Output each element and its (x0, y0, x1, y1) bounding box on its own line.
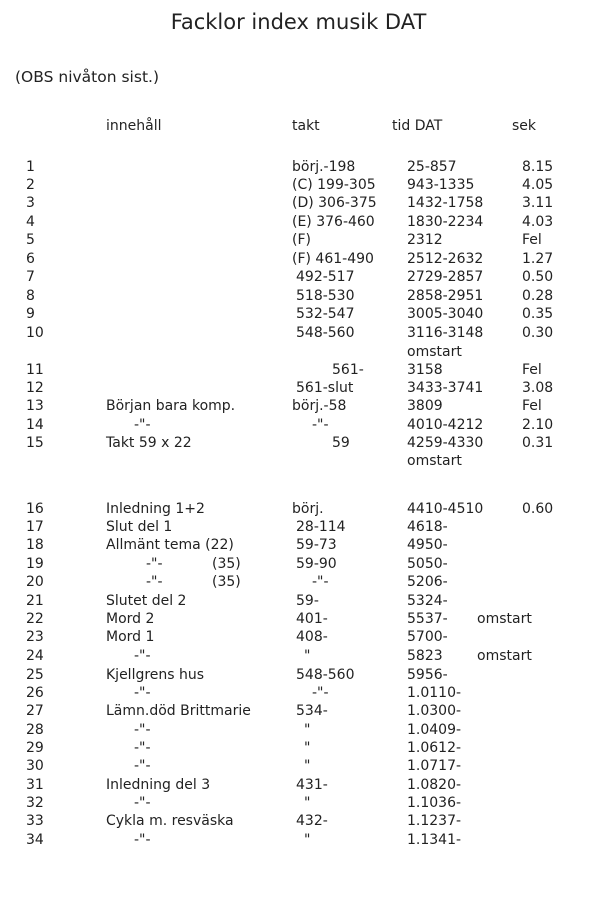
row-number: 12 (26, 380, 44, 396)
row-number: 25 (26, 667, 44, 683)
row-number: 32 (26, 795, 44, 811)
page-title: Facklor index musik DAT (170, 10, 427, 34)
row-content: -"- (134, 722, 151, 738)
row-number: 3 (26, 195, 35, 211)
row-takt: " (304, 795, 311, 811)
row-takt: 518-530 (296, 288, 355, 304)
row-takt: 408- (296, 629, 328, 645)
row-number: 30 (26, 758, 44, 774)
row-tid-dat: 1.1341- (407, 832, 462, 848)
row-tid-dat: omstart (407, 453, 462, 469)
row-takt: (F) 461-490 (292, 251, 374, 267)
row-content: Takt 59 x 22 (106, 435, 192, 451)
row-sek: 4.05 (522, 177, 554, 193)
row-number: 11 (26, 362, 44, 378)
row-content: Början bara komp. (106, 398, 236, 414)
row-content: -"- (134, 648, 151, 664)
row-sek: Fel (522, 232, 542, 248)
row-content: Slut del 1 (106, 519, 173, 535)
row-content: Mord 2 (106, 611, 155, 627)
row-number: 31 (26, 777, 44, 793)
row-takt: -"- (312, 685, 329, 701)
row-takt: 431- (296, 777, 328, 793)
row-number: 33 (26, 813, 44, 829)
row-takt: 561-slut (296, 380, 354, 396)
row-tid-dat: 1.0300- (407, 703, 462, 719)
header-content: innehåll (106, 118, 162, 134)
row-sek: 1.27 (522, 251, 554, 267)
row-number: 13 (26, 398, 44, 414)
row-tid-dat: 4259-4330 (407, 435, 484, 451)
row-takt: 548-560 (296, 667, 355, 683)
row-tid-dat: 1.0110- (407, 685, 462, 701)
row-sek: 0.30 (522, 325, 554, 341)
row-content: Slutet del 2 (106, 593, 187, 609)
row-number: 1 (26, 159, 35, 175)
row-number: 27 (26, 703, 44, 719)
header-sek: sek (512, 118, 537, 134)
row-sek: 8.15 (522, 159, 554, 175)
row-tid-dat: 25-857 (407, 159, 457, 175)
row-tid-dat: 1830-2234 (407, 214, 484, 230)
row-sek: 0.50 (522, 269, 554, 285)
row-tid-dat: 2312 (407, 232, 443, 248)
row-tid-dat: 5050- (407, 556, 448, 572)
row-tid-dat: 1.1036- (407, 795, 462, 811)
row-tid-dat: 3005-3040 (407, 306, 484, 322)
row-takt: 534- (296, 703, 328, 719)
row-number: 8 (26, 288, 35, 304)
row-content: Cykla m. resväska (106, 813, 234, 829)
row-tid-dat: 4410-4510 (407, 501, 484, 517)
row-takt: " (304, 722, 311, 738)
row-number: 9 (26, 306, 35, 322)
row-sek: 0.28 (522, 288, 554, 304)
row-takt: 59 (332, 435, 350, 451)
row-tid-dat: 4010-4212 (407, 417, 484, 433)
row-number: 5 (26, 232, 35, 248)
row-sek: Fel (522, 362, 542, 378)
row-takt: -"- (312, 574, 329, 590)
row-content: -"- (134, 832, 151, 848)
row-takt: börj.-58 (292, 398, 347, 414)
row-takt: 532-547 (296, 306, 355, 322)
row-tid-dat: 5537- (407, 611, 448, 627)
row-content-extra: (35) (212, 556, 241, 572)
row-tid-dat: 4618- (407, 519, 448, 535)
row-tid-dat: 5956- (407, 667, 448, 683)
row-takt: " (304, 758, 311, 774)
row-takt: (E) 376-460 (292, 214, 375, 230)
row-number: 29 (26, 740, 44, 756)
row-tid-dat: 5823 (407, 648, 443, 664)
row-takt: börj. (292, 501, 324, 517)
row-tid-dat: 5206- (407, 574, 448, 590)
row-content: Inledning 1+2 (106, 501, 205, 517)
row-number: 18 (26, 537, 44, 553)
row-number: 7 (26, 269, 35, 285)
row-sek: 3.11 (522, 195, 554, 211)
row-tid-dat: 1.0717- (407, 758, 462, 774)
row-content: -"- (134, 740, 151, 756)
row-tid-dat: 1432-1758 (407, 195, 484, 211)
row-number: 15 (26, 435, 44, 451)
row-tid-dat: 2858-2951 (407, 288, 484, 304)
row-sek: omstart (477, 611, 532, 627)
row-number: 22 (26, 611, 44, 627)
row-sek: Fel (522, 398, 542, 414)
row-content: -"- (146, 574, 163, 590)
row-content: Allmänt tema (22) (106, 537, 234, 553)
row-takt: börj.-198 (292, 159, 356, 175)
row-tid-dat: 943-1335 (407, 177, 475, 193)
row-takt: 401- (296, 611, 328, 627)
row-number: 10 (26, 325, 44, 341)
row-content: Inledning del 3 (106, 777, 211, 793)
row-takt: 492-517 (296, 269, 355, 285)
row-number: 2 (26, 177, 35, 193)
row-sek: 0.35 (522, 306, 554, 322)
row-content: Kjellgrens hus (106, 667, 205, 683)
row-number: 4 (26, 214, 35, 230)
row-tid-dat: 3809 (407, 398, 443, 414)
row-takt: 432- (296, 813, 328, 829)
row-sek: 3.08 (522, 380, 554, 396)
row-number: 23 (26, 629, 44, 645)
row-takt: (D) 306-375 (292, 195, 377, 211)
row-content: -"- (134, 685, 151, 701)
row-tid-dat: omstart (407, 344, 462, 360)
row-number: 19 (26, 556, 44, 572)
row-tid-dat: 3158 (407, 362, 443, 378)
row-number: 6 (26, 251, 35, 267)
row-tid-dat: 1.0612- (407, 740, 462, 756)
row-takt: 28-114 (296, 519, 346, 535)
row-tid-dat: 5324- (407, 593, 448, 609)
row-tid-dat: 1.1237- (407, 813, 462, 829)
row-sek: 0.31 (522, 435, 554, 451)
row-tid-dat: 2729-2857 (407, 269, 484, 285)
row-tid-dat: 5700- (407, 629, 448, 645)
row-number: 17 (26, 519, 44, 535)
row-number: 20 (26, 574, 44, 590)
row-sek: 2.10 (522, 417, 554, 433)
row-number: 16 (26, 501, 44, 517)
row-sek: 0.60 (522, 501, 554, 517)
row-tid-dat: 1.0820- (407, 777, 462, 793)
row-sek: 4.03 (522, 214, 554, 230)
row-takt: 59-90 (296, 556, 337, 572)
row-sek: omstart (477, 648, 532, 664)
row-takt: " (304, 832, 311, 848)
row-takt: " (304, 648, 311, 664)
row-number: 26 (26, 685, 44, 701)
row-content: Mord 1 (106, 629, 155, 645)
row-takt: 561- (332, 362, 364, 378)
row-tid-dat: 3116-3148 (407, 325, 484, 341)
row-content: Lämn.död Brittmarie (106, 703, 251, 719)
row-content: -"- (146, 556, 163, 572)
row-tid-dat: 4950- (407, 537, 448, 553)
row-number: 34 (26, 832, 44, 848)
row-content: -"- (134, 417, 151, 433)
row-takt: (C) 199-305 (292, 177, 376, 193)
row-tid-dat: 1.0409- (407, 722, 462, 738)
row-takt: -"- (312, 417, 329, 433)
row-takt: 59- (296, 593, 319, 609)
row-content: -"- (134, 795, 151, 811)
row-number: 24 (26, 648, 44, 664)
row-takt: 59-73 (296, 537, 337, 553)
row-takt: " (304, 740, 311, 756)
note-text: (OBS nivåton sist.) (15, 68, 159, 86)
row-tid-dat: 3433-3741 (407, 380, 484, 396)
row-number: 14 (26, 417, 44, 433)
header-tid-dat: tid DAT (392, 118, 443, 134)
header-takt: takt (292, 118, 320, 134)
row-number: 21 (26, 593, 44, 609)
row-takt: 548-560 (296, 325, 355, 341)
row-tid-dat: 2512-2632 (407, 251, 484, 267)
row-content-extra: (35) (212, 574, 241, 590)
row-number: 28 (26, 722, 44, 738)
row-content: -"- (134, 758, 151, 774)
row-takt: (F) (292, 232, 311, 248)
